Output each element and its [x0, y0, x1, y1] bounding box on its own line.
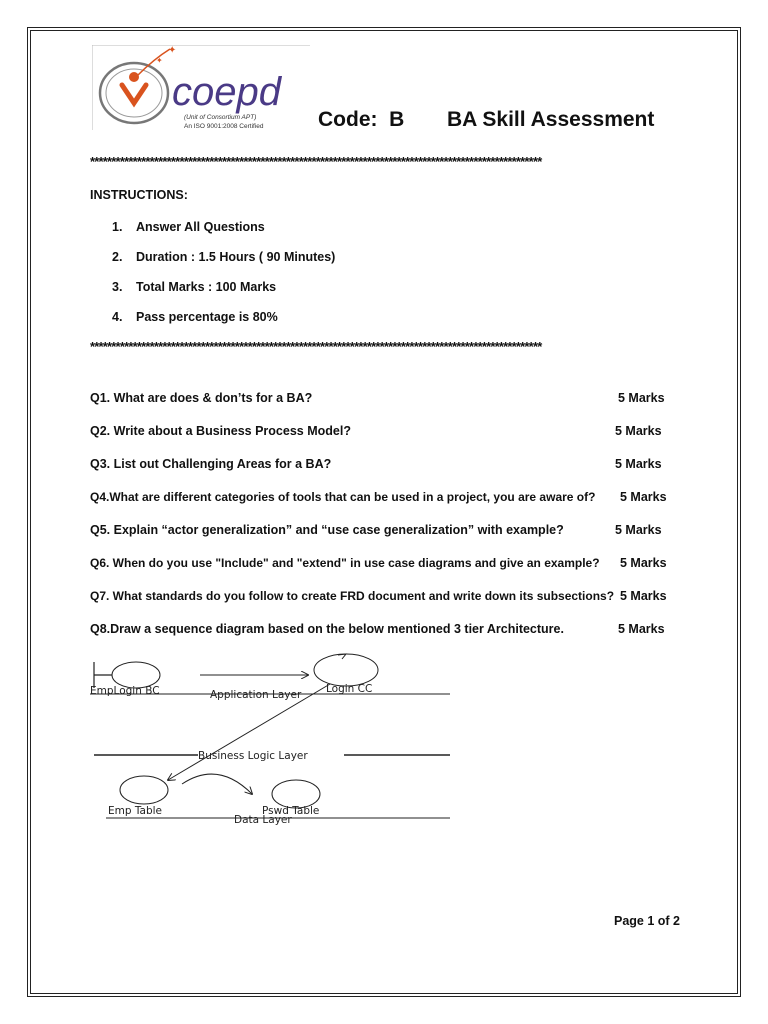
question-marks: 5 Marks [620, 589, 667, 603]
page-title: BA Skill Assessment [447, 108, 655, 131]
question-text: Q5. Explain “actor generalization” and “use case generalization” with example? [90, 523, 564, 537]
architecture-diagram [90, 648, 460, 828]
emplogin-bc-label: EmpLogin BC [90, 685, 160, 697]
pswd-table-shape [272, 780, 320, 808]
page-frame [30, 30, 738, 994]
data-layer-label: Data Layer [234, 814, 292, 826]
question-text: Q4.What are different categories of tools that can be used in a project, you are aware of? [90, 490, 596, 504]
logo-cert: An ISO 9001:2008 Certified [184, 123, 264, 130]
instruction-item: 3. Total Marks : 100 Marks [112, 280, 277, 294]
business-layer-label: Business Logic Layer [198, 750, 308, 762]
question-marks: 5 Marks [615, 457, 662, 471]
pswd-table-label: Pswd Table [262, 805, 320, 817]
question-text: Q8.Draw a sequence diagram based on the below mentioned 3 tier Architecture. [90, 622, 564, 636]
question-marks: 5 Marks [618, 391, 665, 405]
login-cc-label: Login CC [326, 683, 373, 695]
question-text: Q2. Write about a Business Process Model? [90, 424, 351, 438]
question-marks: 5 Marks [620, 490, 667, 504]
question-text: Q6. When do you use "Include" and "extend" in use case diagrams and give an example? [90, 556, 600, 570]
instruction-item: 4. Pass percentage is 80% [112, 310, 278, 324]
question-marks: 5 Marks [615, 424, 662, 438]
question-text: Q7. What standards do you follow to create FRD document and write down its subsections? [90, 589, 615, 603]
coepd-logo [92, 45, 310, 130]
svg-text:✦: ✦ [156, 56, 163, 65]
question-marks: 5 Marks [618, 622, 665, 636]
question-text: Q3. List out Challenging Areas for a BA? [90, 457, 332, 471]
emp-table-shape [120, 776, 168, 804]
instruction-item: 2. Duration : 1.5 Hours ( 90 Minutes) [112, 250, 336, 264]
instruction-item: 1. Answer All Questions [112, 220, 265, 234]
emp-table-label: Emp Table [108, 805, 163, 817]
separator-bottom: ********************************************************************************************************** [90, 340, 542, 354]
instructions-list [112, 219, 335, 339]
login-cc-shape [314, 654, 378, 686]
question-marks: 5 Marks [620, 556, 667, 570]
logo-brand: coepd [172, 70, 281, 114]
logo-tagline: (Unit of Consortium APT) [184, 114, 257, 121]
svg-text:✦: ✦ [168, 45, 177, 56]
page-number: Page 1 of 2 [614, 914, 680, 928]
application-layer-label: Application Layer [210, 689, 302, 701]
arrow-to-pswd-table [182, 774, 252, 794]
instructions-heading: INSTRUCTIONS: [90, 188, 188, 202]
question-text: Q1. What are does & don’ts for a BA? [90, 391, 313, 405]
separator-top: ********************************************************************************************************** [90, 155, 542, 169]
question-marks: 5 Marks [615, 523, 662, 537]
assessment-code: Code: B [318, 108, 405, 131]
